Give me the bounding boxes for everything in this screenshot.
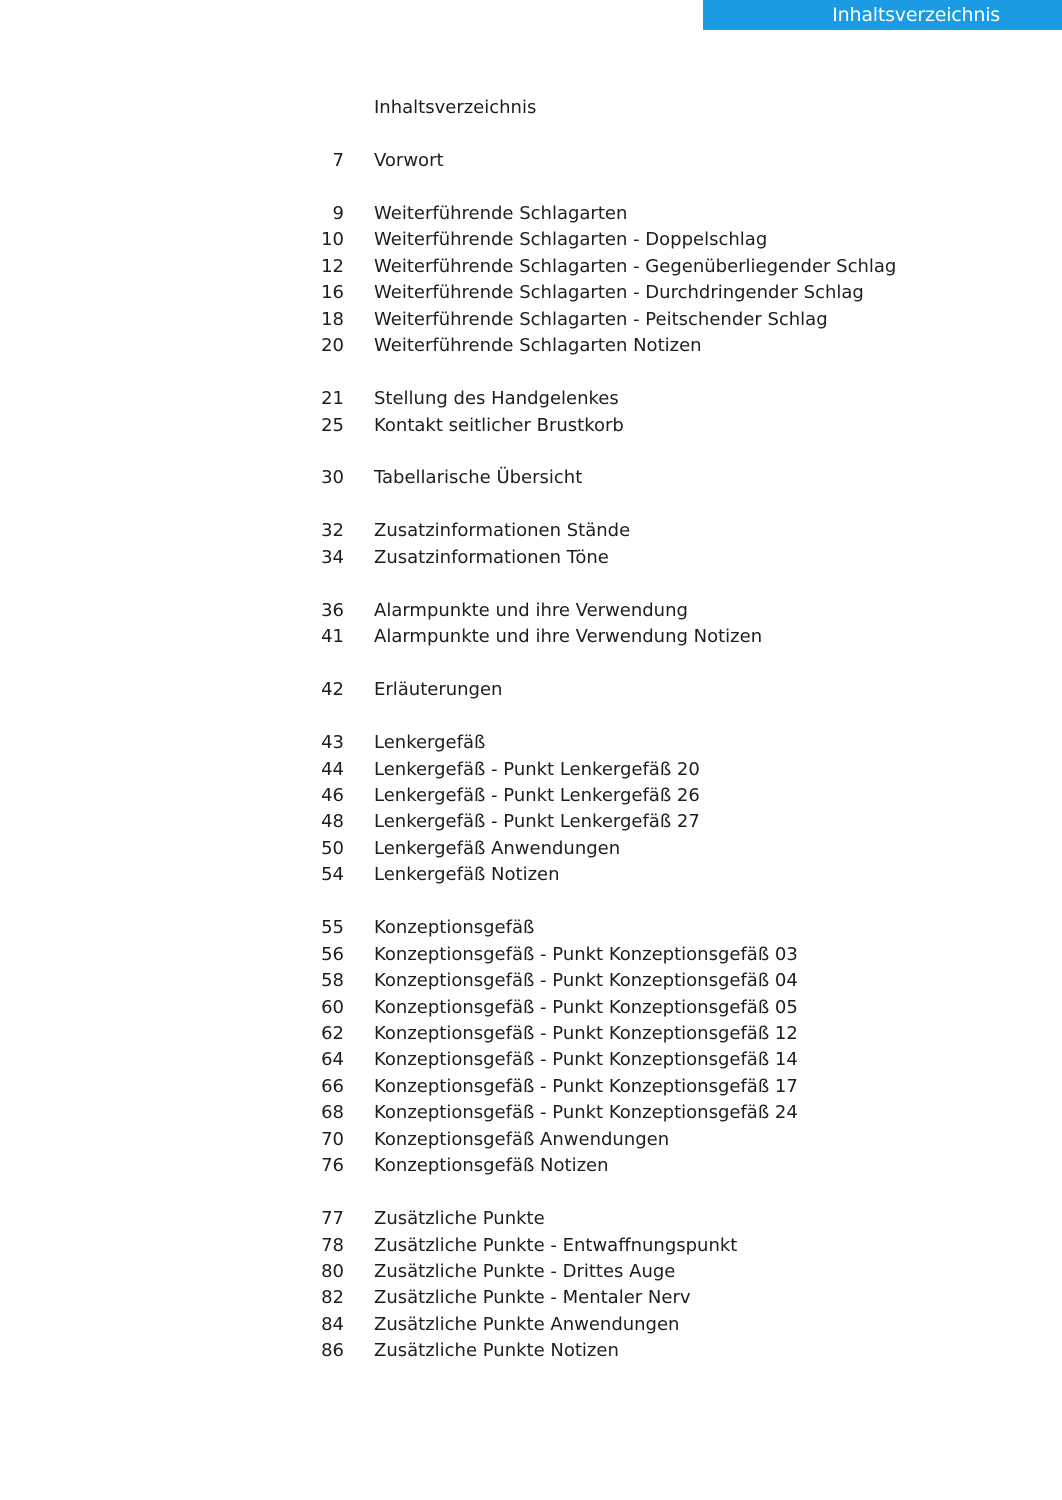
toc-page-number: 43 <box>321 732 344 754</box>
toc-entry-title: Alarmpunkte und ihre Verwendung Notizen <box>374 626 763 648</box>
toc-page-number: 34 <box>321 546 344 568</box>
toc-page-number: 58 <box>321 970 344 992</box>
toc-entry[interactable] <box>0 1021 1062 1047</box>
toc-page-number: 68 <box>321 1102 344 1124</box>
toc-entry-title: Konzeptionsgefäß - Punkt Konzeptionsgefäß 14 <box>374 1049 798 1071</box>
toc-entry[interactable] <box>0 624 1062 650</box>
toc-entry-title: Vorwort <box>374 150 444 171</box>
toc-entry-title: Konzeptionsgefäß - Punkt Konzeptionsgefäß 12 <box>374 1022 798 1044</box>
toc-entry[interactable] <box>0 995 1062 1021</box>
toc-page-number: 25 <box>321 414 344 436</box>
toc-entry-title: Konzeptionsgefäß <box>374 917 535 939</box>
toc-entry[interactable] <box>0 148 1062 174</box>
toc-page-number: 36 <box>321 599 344 621</box>
toc-entry-title: Konzeptionsgefäß - Punkt Konzeptionsgefäß 04 <box>374 970 798 992</box>
toc-page-number: 66 <box>321 1075 344 1097</box>
toc-page-number: 16 <box>321 282 344 304</box>
toc-page-number: 32 <box>321 520 344 542</box>
toc-page-number: 82 <box>321 1287 344 1309</box>
toc-page-number: 64 <box>321 1049 344 1071</box>
toc-entry[interactable] <box>0 942 1062 968</box>
toc-entry-title: Konzeptionsgefäß Anwendungen <box>374 1128 670 1150</box>
toc-entry[interactable] <box>0 545 1062 571</box>
toc-entry-title: Erläuterungen <box>374 679 503 701</box>
toc-page-number: 78 <box>321 1234 344 1256</box>
toc-entry[interactable] <box>0 862 1062 888</box>
toc-entry[interactable] <box>0 783 1062 809</box>
toc-entry-title: Weiterführende Schlagarten - Peitschender Schlag <box>374 308 828 330</box>
toc-page-number: 60 <box>321 996 344 1018</box>
toc-group <box>0 201 1062 360</box>
toc-entry[interactable] <box>0 518 1062 544</box>
toc-entry-title: Zusätzliche Punkte Notizen <box>374 1340 619 1362</box>
toc-entry-title: Zusätzliche Punkte - Drittes Auge <box>374 1260 676 1282</box>
toc-groups <box>0 148 1062 1391</box>
toc-page-number: 44 <box>321 758 344 780</box>
toc-entry[interactable] <box>0 677 1062 703</box>
toc-group <box>0 730 1062 889</box>
toc-entry[interactable] <box>0 1047 1062 1073</box>
toc-group <box>0 148 1062 174</box>
toc-page-number: 86 <box>321 1340 344 1362</box>
toc-page-number: 21 <box>321 388 344 410</box>
toc-page-number: 7 <box>332 150 344 171</box>
toc-entry[interactable] <box>0 1206 1062 1232</box>
toc-entry-title: Kontakt seitlicher Brustkorb <box>374 414 624 436</box>
toc-page-number: 80 <box>321 1260 344 1282</box>
toc-page-number: 48 <box>321 811 344 833</box>
toc-entry[interactable] <box>0 465 1062 491</box>
toc-entry[interactable] <box>0 1285 1062 1311</box>
toc-entry-title: Tabellarische Übersicht <box>374 467 583 489</box>
toc-page-number: 84 <box>321 1313 344 1335</box>
toc-entry[interactable] <box>0 1233 1062 1259</box>
toc-entry-title: Zusätzliche Punkte <box>374 1208 545 1230</box>
toc-entry[interactable] <box>0 1153 1062 1179</box>
toc-entry-title: Konzeptionsgefäß - Punkt Konzeptionsgefäß 24 <box>374 1102 798 1124</box>
toc-entry[interactable] <box>0 1127 1062 1153</box>
toc-page-number: 10 <box>321 229 344 251</box>
toc-page-number: 56 <box>321 943 344 965</box>
toc-entry-title: Zusätzliche Punkte - Mentaler Nerv <box>374 1287 691 1309</box>
toc-entry-title: Lenkergefäß Anwendungen <box>374 837 621 859</box>
toc-entry[interactable] <box>0 413 1062 439</box>
toc-entry[interactable] <box>0 1100 1062 1126</box>
toc-entry-title: Lenkergefäß - Punkt Lenkergefäß 26 <box>374 784 700 806</box>
toc-group <box>0 386 1062 439</box>
toc-page-number: 50 <box>321 837 344 859</box>
toc-page-number: 77 <box>321 1208 344 1230</box>
toc-page-number: 55 <box>321 917 344 939</box>
toc-entry-title: Lenkergefäß - Punkt Lenkergefäß 27 <box>374 811 700 833</box>
toc-entry-title: Weiterführende Schlagarten - Durchdringender Schlag <box>374 282 864 304</box>
toc-page-number: 54 <box>321 864 344 886</box>
toc-page-number: 9 <box>332 202 344 224</box>
toc-page-number: 30 <box>321 467 344 489</box>
toc-page-number: 42 <box>321 679 344 701</box>
toc-page-number: 20 <box>321 335 344 357</box>
toc-entry[interactable] <box>0 1074 1062 1100</box>
toc-entry-title: Alarmpunkte und ihre Verwendung <box>374 599 688 621</box>
toc-page-number: 41 <box>321 626 344 648</box>
toc-entry[interactable] <box>0 598 1062 624</box>
toc-entry[interactable] <box>0 386 1062 412</box>
toc-entry-title: Weiterführende Schlagarten <box>374 202 628 224</box>
toc-entry-title: Konzeptionsgefäß - Punkt Konzeptionsgefäß 03 <box>374 943 798 965</box>
toc-group <box>0 518 1062 571</box>
toc-entry[interactable] <box>0 1259 1062 1285</box>
toc-entry-title: Weiterführende Schlagarten Notizen <box>374 335 702 357</box>
toc-page-number: 62 <box>321 1022 344 1044</box>
toc-entry[interactable] <box>0 280 1062 306</box>
toc-group <box>0 1206 1062 1365</box>
toc-entry-title: Konzeptionsgefäß - Punkt Konzeptionsgefäß 17 <box>374 1075 798 1097</box>
toc-entry-title: Weiterführende Schlagarten - Gegenüberliegender Schlag <box>374 255 897 277</box>
toc-entry[interactable] <box>0 968 1062 994</box>
toc-entry[interactable] <box>0 307 1062 333</box>
toc-entry[interactable] <box>0 757 1062 783</box>
toc-page-number: 12 <box>321 255 344 277</box>
toc-entry-title: Lenkergefäß Notizen <box>374 864 560 886</box>
toc-entry[interactable] <box>0 1338 1062 1364</box>
toc-title: Inhaltsverzeichnis <box>374 97 537 118</box>
toc-entry[interactable] <box>0 254 1062 280</box>
toc-entry[interactable] <box>0 836 1062 862</box>
toc-entry-title: Lenkergefäß <box>374 732 486 754</box>
toc-entry-title: Konzeptionsgefäß - Punkt Konzeptionsgefäß 05 <box>374 996 798 1018</box>
section-header-tab: Inhaltsverzeichnis <box>703 0 1062 30</box>
toc-entry-title: Stellung des Handgelenkes <box>374 388 619 410</box>
toc-entry-title: Weiterführende Schlagarten - Doppelschlag <box>374 229 768 251</box>
toc-entry-title: Zusatzinformationen Töne <box>374 546 609 568</box>
toc-page-number: 46 <box>321 784 344 806</box>
toc-group <box>0 677 1062 703</box>
toc-entry[interactable] <box>0 809 1062 835</box>
toc-entry[interactable] <box>0 1312 1062 1338</box>
toc-entry-title: Zusätzliche Punkte - Entwaffnungspunkt <box>374 1234 738 1256</box>
toc-page-number: 76 <box>321 1155 344 1177</box>
toc-group <box>0 465 1062 491</box>
toc-entry-title: Konzeptionsgefäß Notizen <box>374 1155 609 1177</box>
toc-entry[interactable] <box>0 333 1062 359</box>
toc-page-number: 18 <box>321 308 344 330</box>
toc-entry-title: Lenkergefäß - Punkt Lenkergefäß 20 <box>374 758 700 780</box>
toc-entry[interactable] <box>0 201 1062 227</box>
toc-entry[interactable] <box>0 915 1062 941</box>
toc-entry-title: Zusätzliche Punkte Anwendungen <box>374 1313 680 1335</box>
toc-entry[interactable] <box>0 730 1062 756</box>
toc-page-number: 70 <box>321 1128 344 1150</box>
toc-group <box>0 598 1062 651</box>
toc-entry-title: Zusatzinformationen Stände <box>374 520 631 542</box>
toc-entry[interactable] <box>0 227 1062 253</box>
toc-group <box>0 915 1062 1179</box>
